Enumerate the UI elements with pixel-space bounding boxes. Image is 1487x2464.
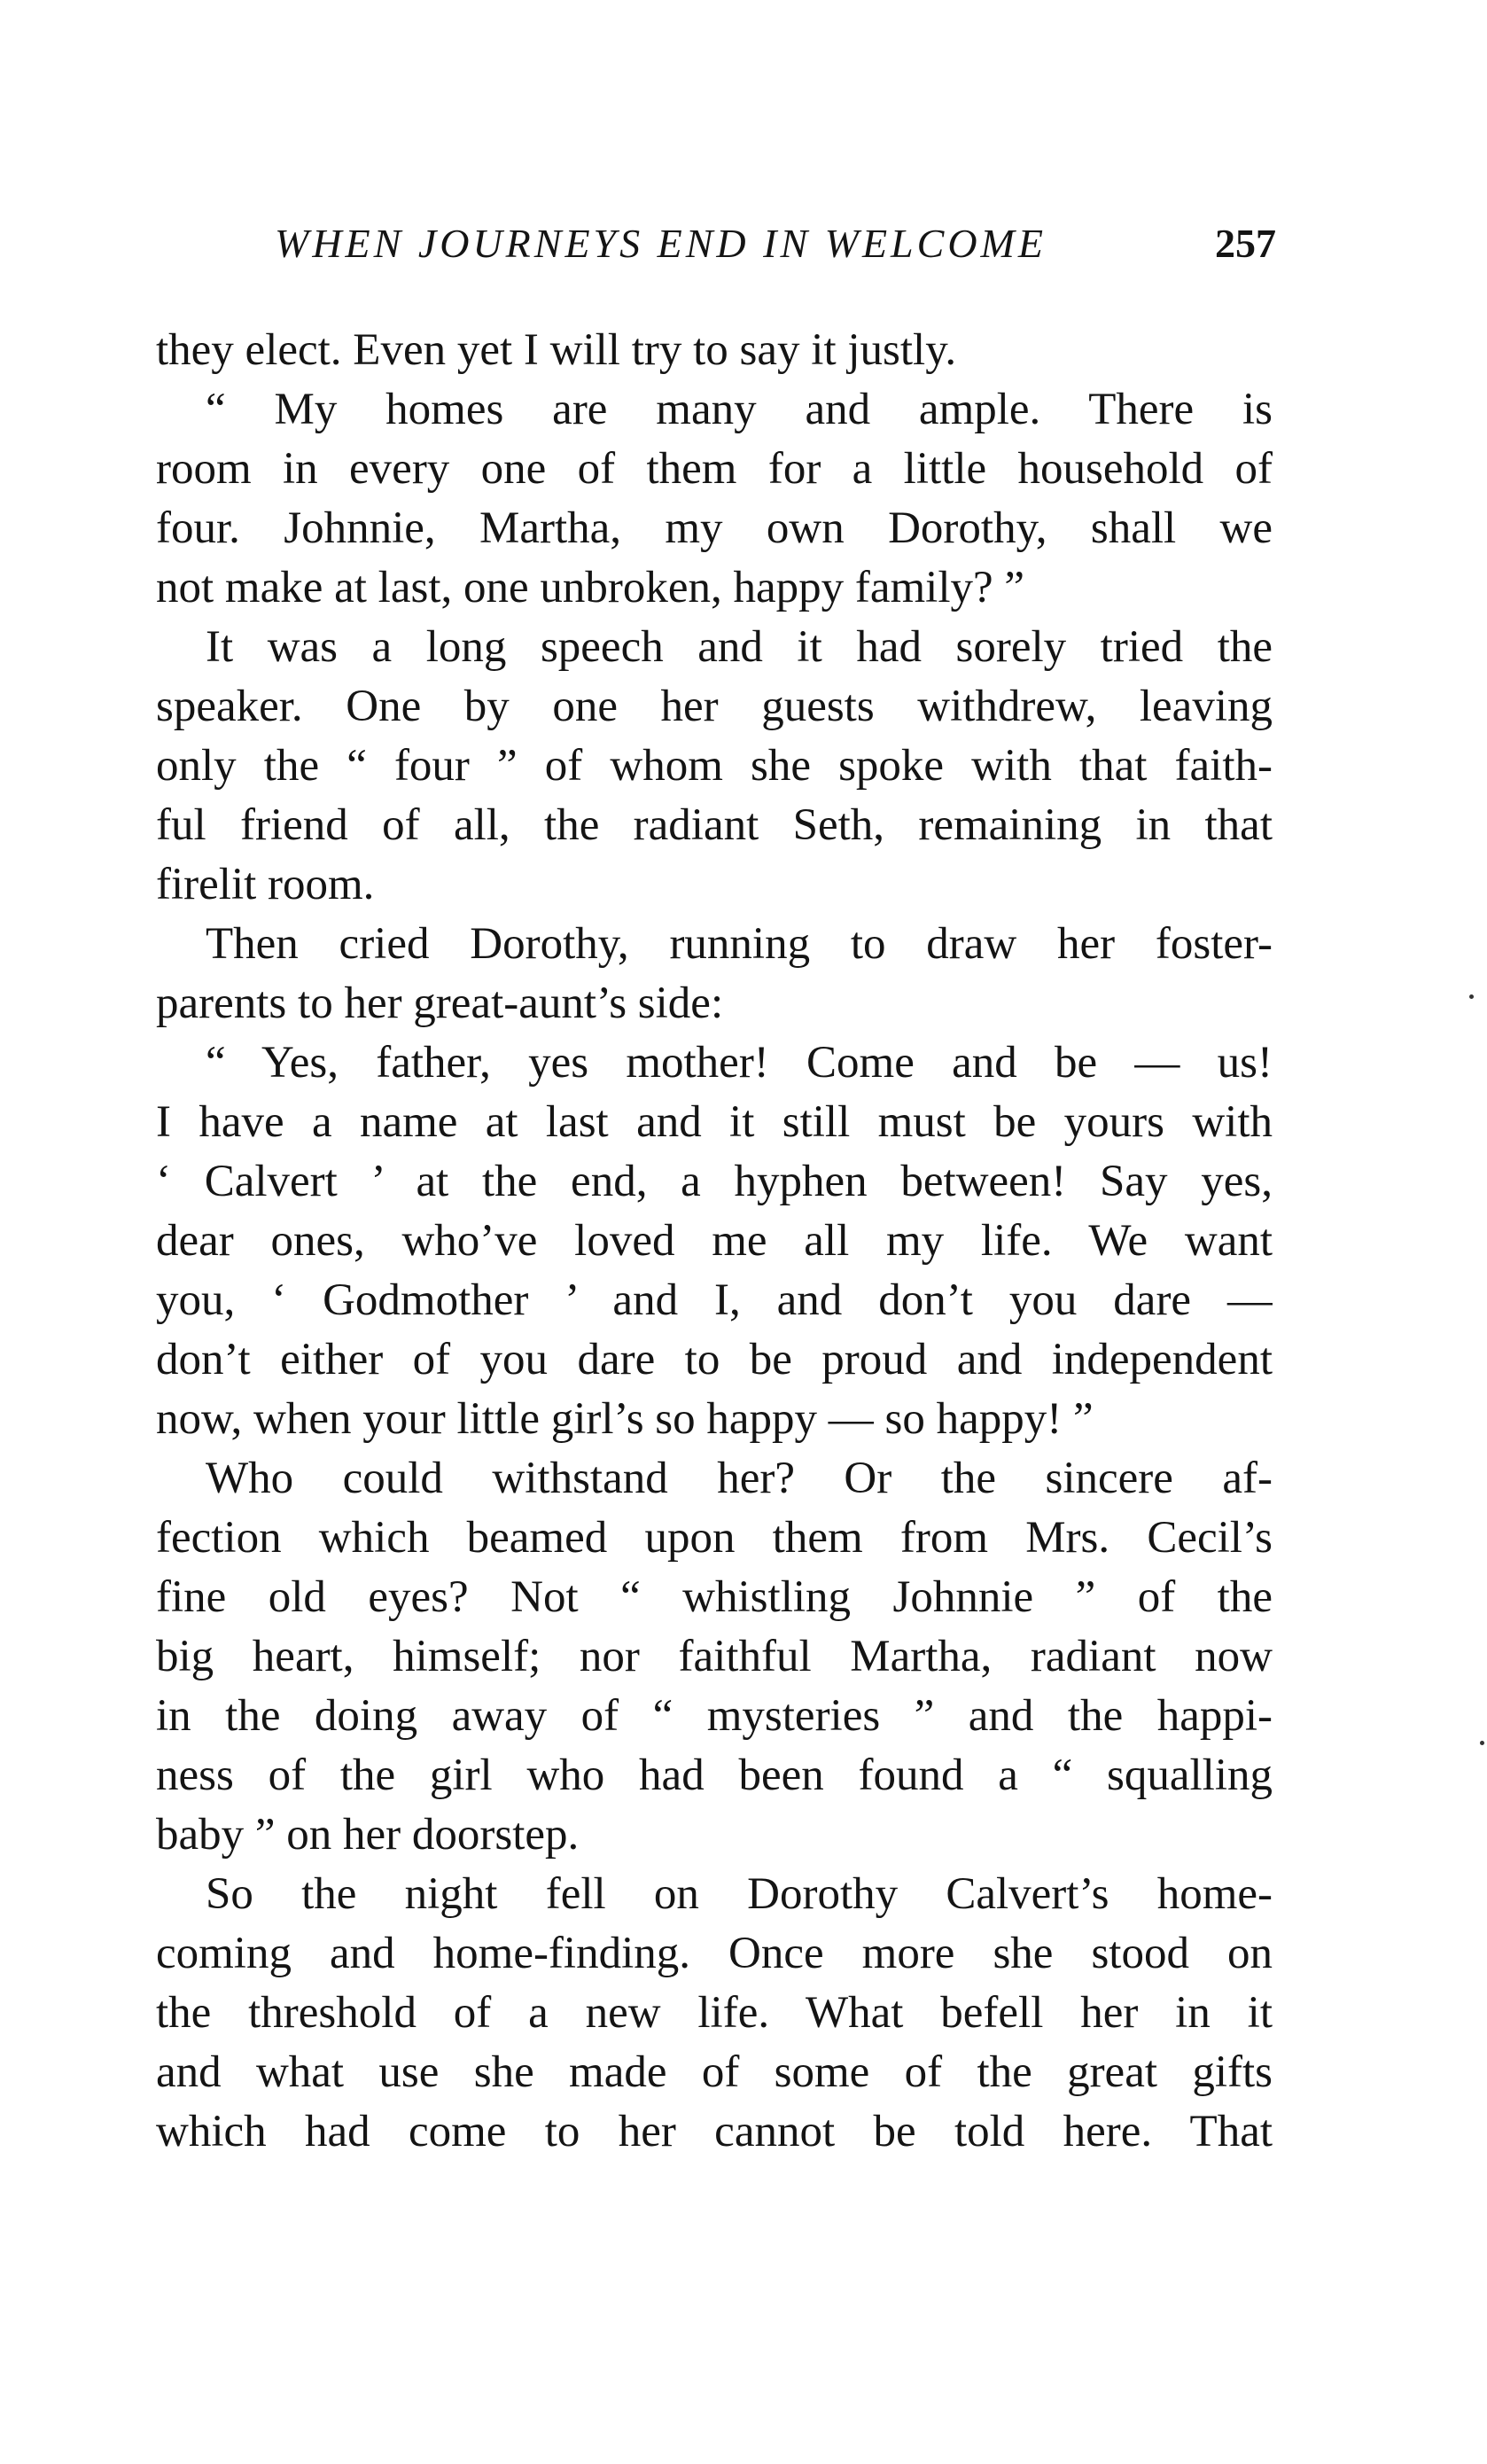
text-line: now, when your little girl’s so happy — so happy! ”	[156, 1394, 1094, 1444]
text-line: firelit room.	[156, 860, 375, 909]
text-line: big heart, himself; nor faithful Martha, radiant now	[156, 1632, 1273, 1681]
text-line: only the “ four ” of whom she spoke with that faith-	[156, 741, 1273, 791]
text-line: Then cried Dorothy, running to draw her foster-	[206, 919, 1273, 969]
text-line: four. Johnnie, Martha, my own Dorothy, shall we	[156, 503, 1273, 553]
text-line: coming and home-finding. Once more she stood on	[156, 1929, 1273, 1978]
text-line: fine old eyes? Not “ whistling Johnnie ” of the	[156, 1572, 1273, 1622]
print-speck	[1469, 994, 1474, 999]
text-line: So the night fell on Dorothy Calvert’s home-	[206, 1869, 1273, 1919]
text-line: “ Yes, father, yes mother! Come and be — us!	[206, 1038, 1273, 1088]
text-line: room in every one of them for a little household of	[156, 444, 1273, 494]
text-line: and what use she made of some of the great gifts	[156, 2047, 1273, 2097]
text-line: I have a name at last and it still must be yours with	[156, 1097, 1273, 1147]
text-line: not make at last, one unbroken, happy family? ”	[156, 563, 1025, 612]
text-line: It was a long speech and it had sorely tried the	[206, 622, 1273, 672]
text-line: ness of the girl who had been found a “ squalling	[156, 1751, 1273, 1800]
text-line: parents to her great-aunt’s side:	[156, 979, 724, 1028]
text-line: in the doing away of “ mysteries ” and the happi-	[156, 1691, 1273, 1741]
text-line: you, ‘ Godmother ’ and I, and don’t you dare —	[156, 1275, 1273, 1325]
text-line: don’t either of you dare to be proud and independent	[156, 1335, 1273, 1384]
text-line: which had come to her cannot be told here. That	[156, 2107, 1273, 2156]
text-line: dear ones, who’ve loved me all my life. We want	[156, 1216, 1273, 1266]
text-line: the threshold of a new life. What befell her in it	[156, 1988, 1273, 2038]
text-line: ‘ Calvert ’ at the end, a hyphen between! Say yes,	[156, 1157, 1273, 1206]
text-line: baby ” on her doorstep.	[156, 1810, 580, 1860]
body-text	[156, 321, 1273, 2162]
text-line: speaker. One by one her guests withdrew, leaving	[156, 682, 1273, 731]
text-line: Who could withstand her? Or the sincere af-	[206, 1454, 1273, 1503]
running-head	[275, 220, 1276, 273]
text-line: they elect. Even yet I will try to say it justly.	[156, 325, 957, 375]
text-line: ful friend of all, the radiant Seth, remaining in that	[156, 800, 1273, 850]
text-line: “ My homes are many and ample. There is	[206, 385, 1273, 434]
page-number: 257	[1215, 221, 1276, 266]
text-line: fection which beamed upon them from Mrs. Cecil’s	[156, 1513, 1273, 1563]
print-speck	[1480, 1741, 1484, 1745]
running-head-title: WHEN JOURNEYS END IN WELCOME	[275, 221, 1047, 266]
